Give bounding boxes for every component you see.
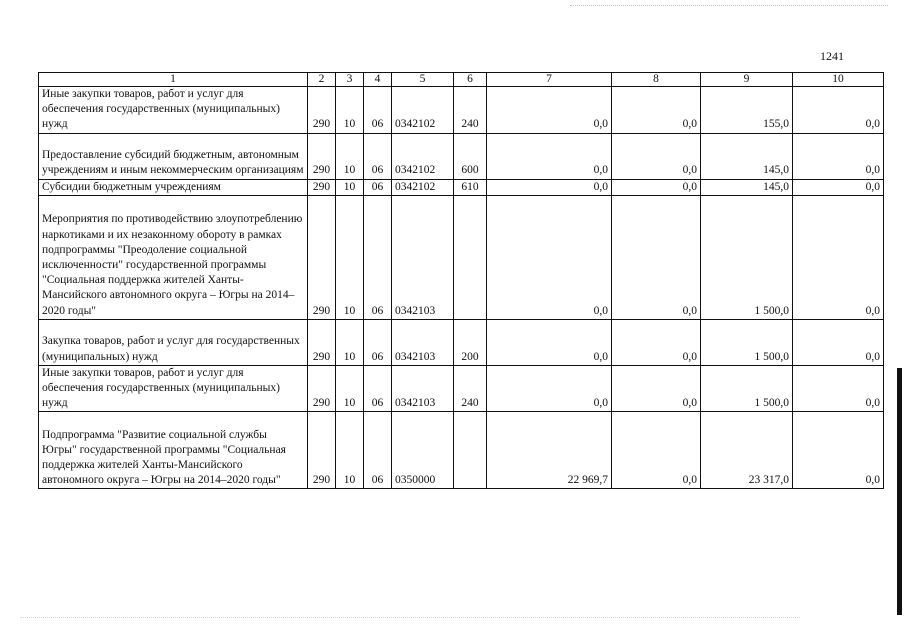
cell-col3: 10 [336,319,364,365]
cell-col7: 0,0 [487,319,612,365]
column-header: 8 [612,73,701,87]
page-number: 1241 [820,49,844,63]
cell-col10: 0,0 [793,195,884,319]
cell-target-code: 0342102 [392,87,454,134]
table-row [39,412,884,489]
cell-col2: 290 [308,133,336,179]
column-header: 2 [308,73,336,87]
cell-col4: 06 [364,412,392,489]
column-header: 3 [336,73,364,87]
cell-col2: 290 [308,412,336,489]
cell-col3: 10 [336,87,364,134]
cell-col3: 10 [336,179,364,195]
table-row [39,195,884,319]
cell-col8: 0,0 [612,87,701,134]
cell-col2: 290 [308,195,336,319]
cell-col7: 0,0 [487,133,612,179]
cell-expense-type: 600 [454,133,487,179]
cell-col10: 0,0 [793,365,884,412]
row-name: Предоставление субсидий бюджетным, автономным учреждениям и иным некоммерческим организациям [39,133,308,179]
cell-col4: 06 [364,195,392,319]
cell-col8: 0,0 [612,412,701,489]
cell-col9: 155,0 [701,87,793,134]
cell-col8: 0,0 [612,179,701,195]
cell-col9: 23 317,0 [701,412,793,489]
cell-expense-type [454,412,487,489]
cell-expense-type: 200 [454,319,487,365]
cell-col4: 06 [364,179,392,195]
cell-expense-type: 240 [454,365,487,412]
cell-col8: 0,0 [612,365,701,412]
cell-col2: 290 [308,179,336,195]
column-header: 9 [701,73,793,87]
cell-col7: 0,0 [487,365,612,412]
column-header: 7 [487,73,612,87]
cell-col10: 0,0 [793,133,884,179]
column-header: 1 [39,73,308,87]
cell-col7: 22 969,7 [487,412,612,489]
scan-artifact-bottom [20,617,800,620]
cell-col9: 1 500,0 [701,195,793,319]
cell-col9: 1 500,0 [701,319,793,365]
table-row [39,365,884,412]
cell-target-code: 0342103 [392,365,454,412]
row-name: Мероприятия по противодействию злоупотреблению наркотиками и их незаконному обороту в рамках подпрограммы "Преодоление социальной исключенности" государственной программы "Социальная поддержка жителей Ханты-Мансийского автономного округа – Югры на 2014–2020 годы" [39,195,308,319]
budget-table [38,72,884,489]
table-header-row [39,73,884,87]
cell-expense-type: 240 [454,87,487,134]
row-name: Закупка товаров, работ и услуг для государственных (муниципальных) нужд [39,319,308,365]
cell-col8: 0,0 [612,319,701,365]
cell-col2: 290 [308,87,336,134]
table-row [39,87,884,134]
cell-col4: 06 [364,133,392,179]
cell-col7: 0,0 [487,179,612,195]
row-name: Иные закупки товаров, работ и услуг для обеспечения государственных (муниципальных) нужд [39,365,308,412]
column-header: 6 [454,73,487,87]
cell-col3: 10 [336,365,364,412]
cell-target-code: 0342103 [392,319,454,365]
cell-col7: 0,0 [487,87,612,134]
cell-expense-type: 610 [454,179,487,195]
cell-col2: 290 [308,319,336,365]
column-header: 10 [793,73,884,87]
cell-col10: 0,0 [793,87,884,134]
cell-col8: 0,0 [612,195,701,319]
cell-target-code: 0350000 [392,412,454,489]
table-row [39,179,884,195]
column-header: 4 [364,73,392,87]
cell-target-code: 0342102 [392,179,454,195]
cell-col10: 0,0 [793,319,884,365]
cell-col3: 10 [336,133,364,179]
cell-col2: 290 [308,365,336,412]
cell-col4: 06 [364,319,392,365]
row-name: Субсидии бюджетным учреждениям [39,179,308,195]
row-name: Иные закупки товаров, работ и услуг для обеспечения государственных (муниципальных) нужд [39,87,308,134]
scan-artifact-top [570,5,888,9]
cell-expense-type [454,195,487,319]
cell-col9: 145,0 [701,179,793,195]
cell-col7: 0,0 [487,195,612,319]
scan-edge-bar [897,368,902,615]
cell-col10: 0,0 [793,412,884,489]
cell-col3: 10 [336,412,364,489]
cell-col9: 1 500,0 [701,365,793,412]
row-name: Подпрограмма "Развитие социальной службы Югры" государственной программы "Социальная поддержка жителей Ханты-Мансийского автономного округа – Югры на 2014–2020 годы" [39,412,308,489]
cell-col4: 06 [364,365,392,412]
cell-col9: 145,0 [701,133,793,179]
table-row [39,319,884,365]
cell-target-code: 0342103 [392,195,454,319]
cell-col4: 06 [364,87,392,134]
cell-col10: 0,0 [793,179,884,195]
table-row [39,133,884,179]
cell-target-code: 0342102 [392,133,454,179]
cell-col8: 0,0 [612,133,701,179]
column-header: 5 [392,73,454,87]
cell-col3: 10 [336,195,364,319]
